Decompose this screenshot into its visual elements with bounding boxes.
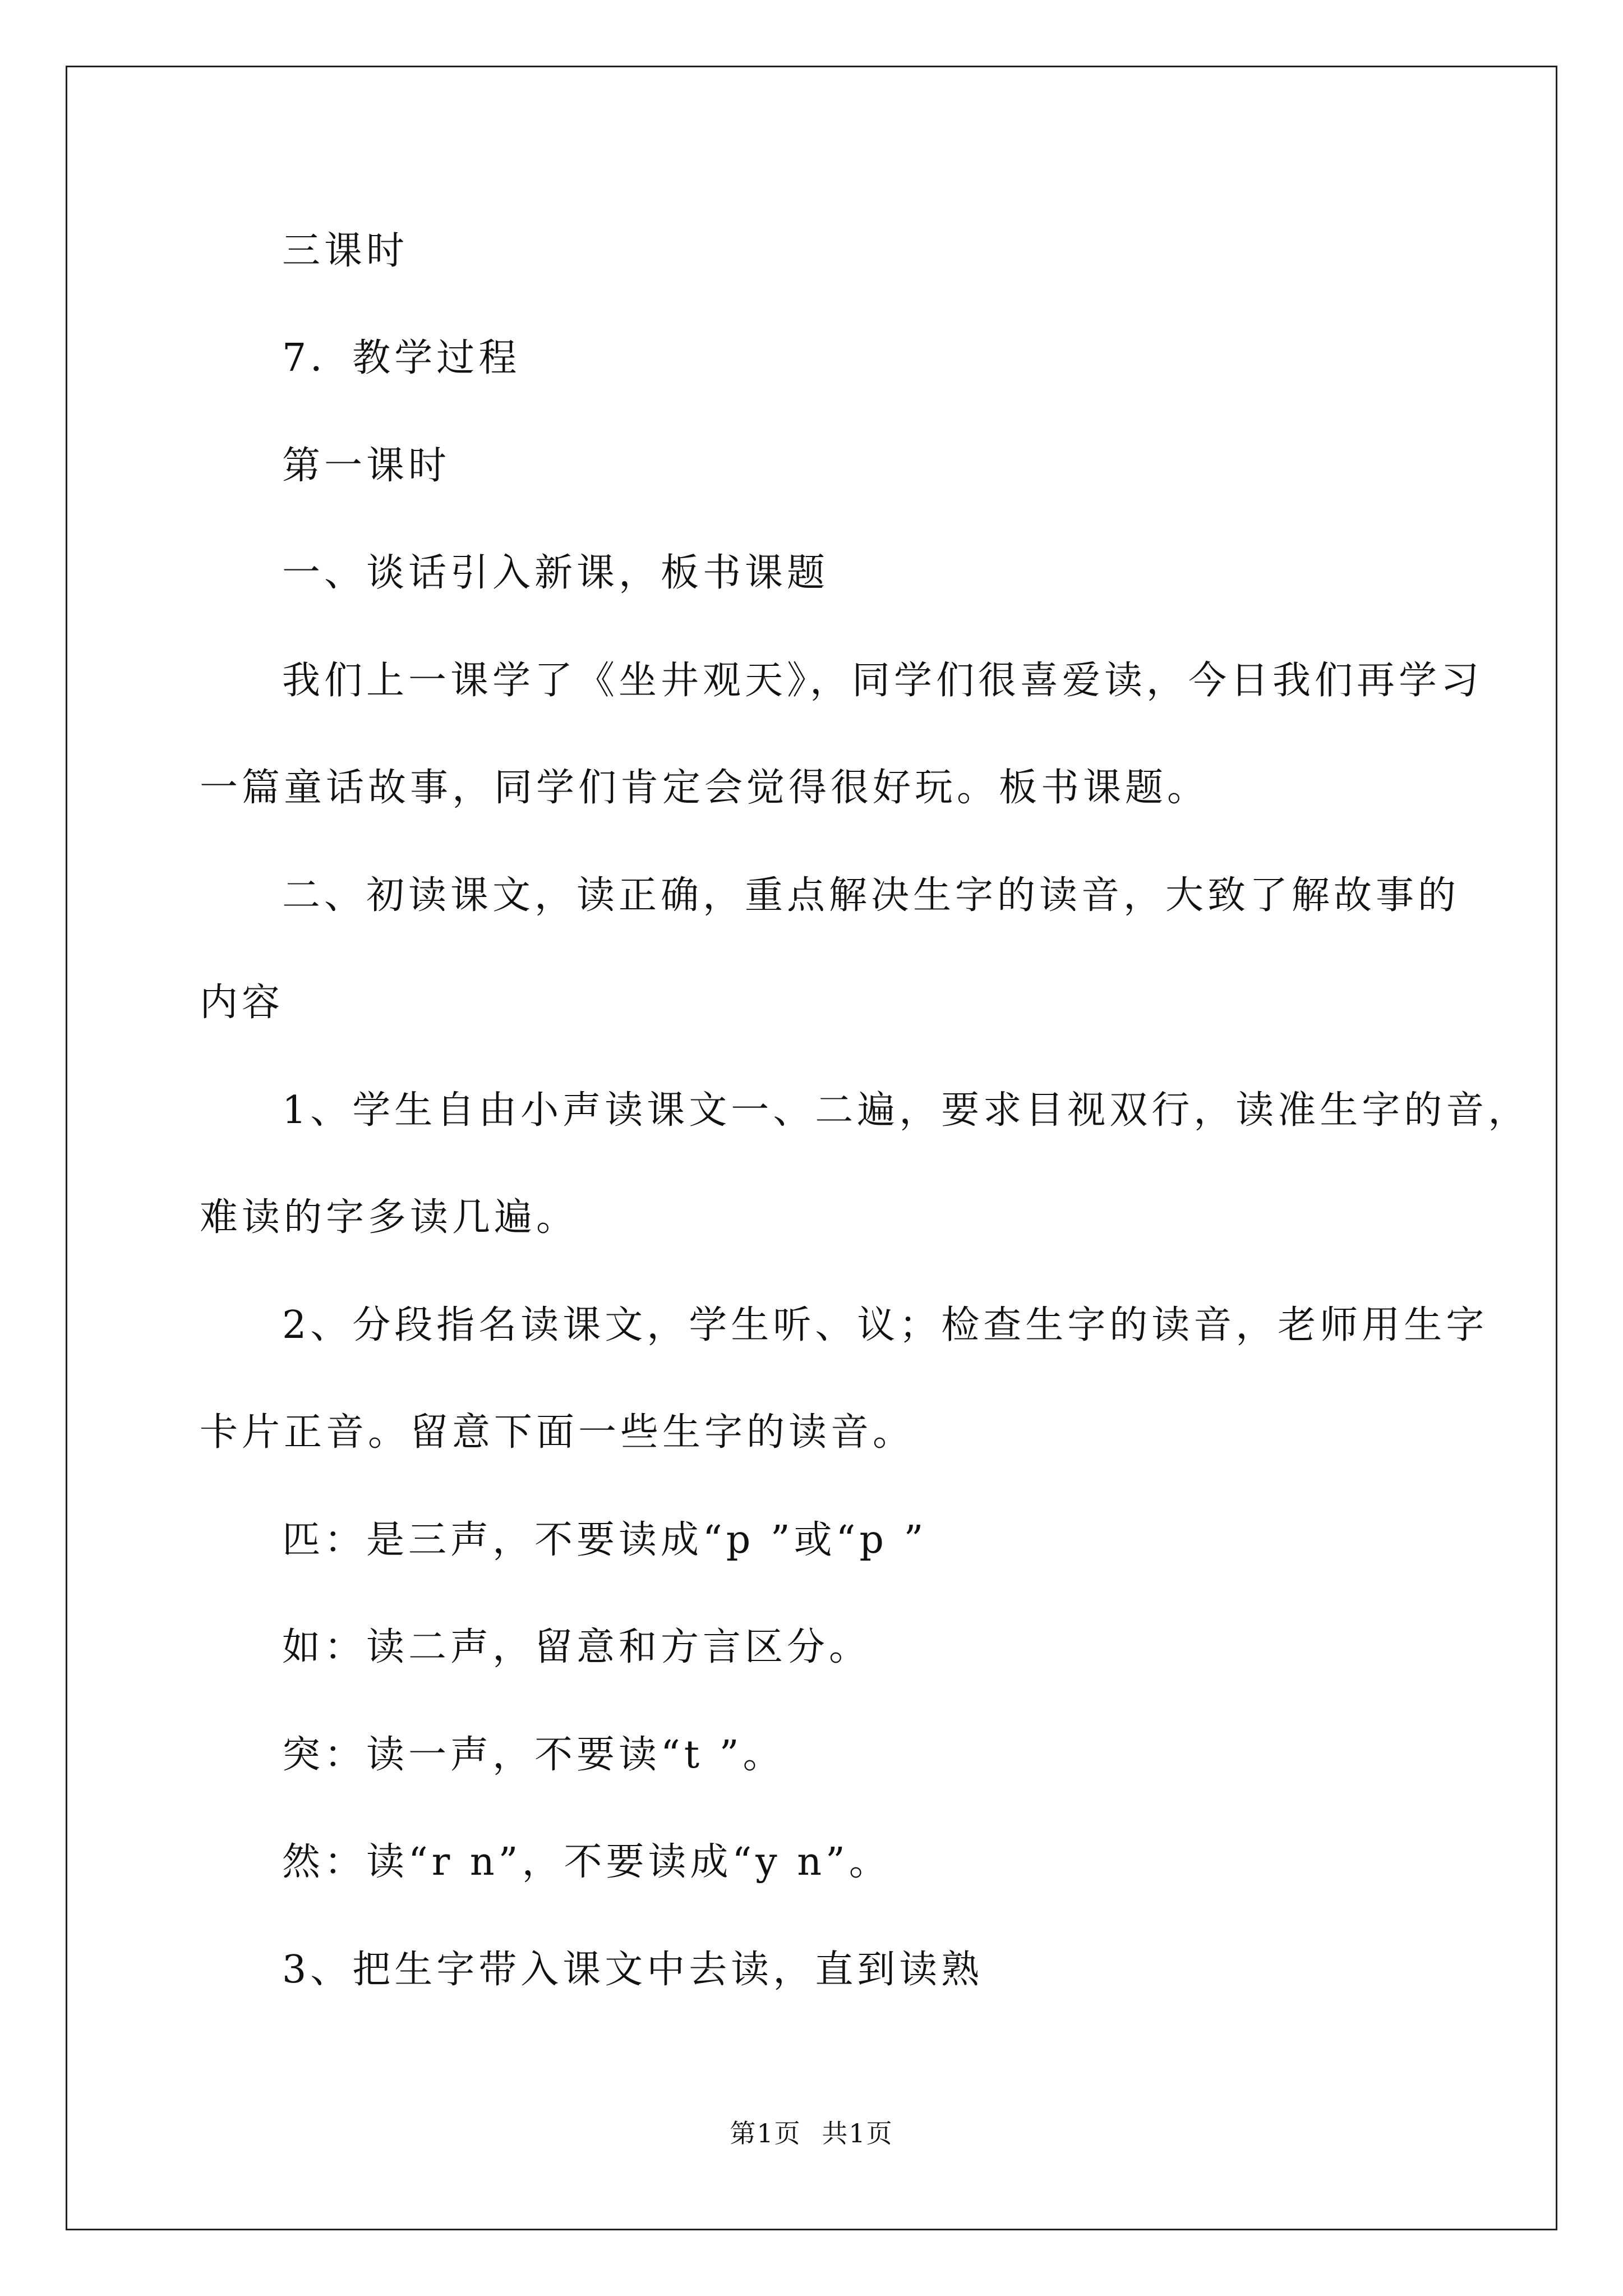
paragraph-first-lesson: 第一课时 <box>282 444 451 488</box>
paragraph-intro-line-1: 我们上一课学了《坐井观天》，同学们很喜爱读，今日我们再学习 <box>282 659 1483 703</box>
paragraph-item-1-line-1: 1、学生自由小声读课文一、二遍，要求目视双行，读准生字的音， <box>282 1088 1530 1133</box>
paragraph-item-2-line-1: 2、分段指名读课文，学生听、议；检查生字的读音，老师用生字 <box>282 1303 1488 1347</box>
paragraph-pronunciation-ru: 如：读二声，留意和方言区分。 <box>282 1625 872 1669</box>
page-number-total: 共1页 <box>822 2118 893 2148</box>
paragraph-section-heading: 7．教学过程 <box>282 336 521 380</box>
page-number-current: 第1页 <box>730 2118 801 2148</box>
paragraph-pronunciation-tu: 突：读一声，不要读“t ”。 <box>282 1733 785 1777</box>
paragraph-step-one: 一、谈话引入新课，板书课题 <box>282 551 829 595</box>
paragraph-item-3: 3、把生字带入课文中去读，直到读熟 <box>282 1948 984 1992</box>
paragraph-lesson-count: 三课时 <box>282 229 409 273</box>
paragraph-item-1-line-2: 难读的字多读几遍。 <box>200 1195 579 1240</box>
paragraph-step-two-line-1: 二、初读课文，读正确，重点解决生字的读音，大致了解故事的 <box>282 873 1460 918</box>
paragraph-item-2-line-2: 卡片正音。留意下面一些生字的读音。 <box>200 1410 915 1455</box>
paragraph-pronunciation-pi: 匹：是三声，不要读成“p ”或“p ” <box>282 1518 928 1562</box>
page-border <box>66 66 1557 2230</box>
paragraph-intro-line-2: 一篇童话故事，同学们肯定会觉得很好玩。板书课题。 <box>200 766 1210 810</box>
paragraph-pronunciation-ran: 然：读“r n”，不要读成“y n”。 <box>282 1840 891 1884</box>
page-footer <box>0 2120 1623 2146</box>
paragraph-step-two-line-2: 内容 <box>200 981 284 1025</box>
